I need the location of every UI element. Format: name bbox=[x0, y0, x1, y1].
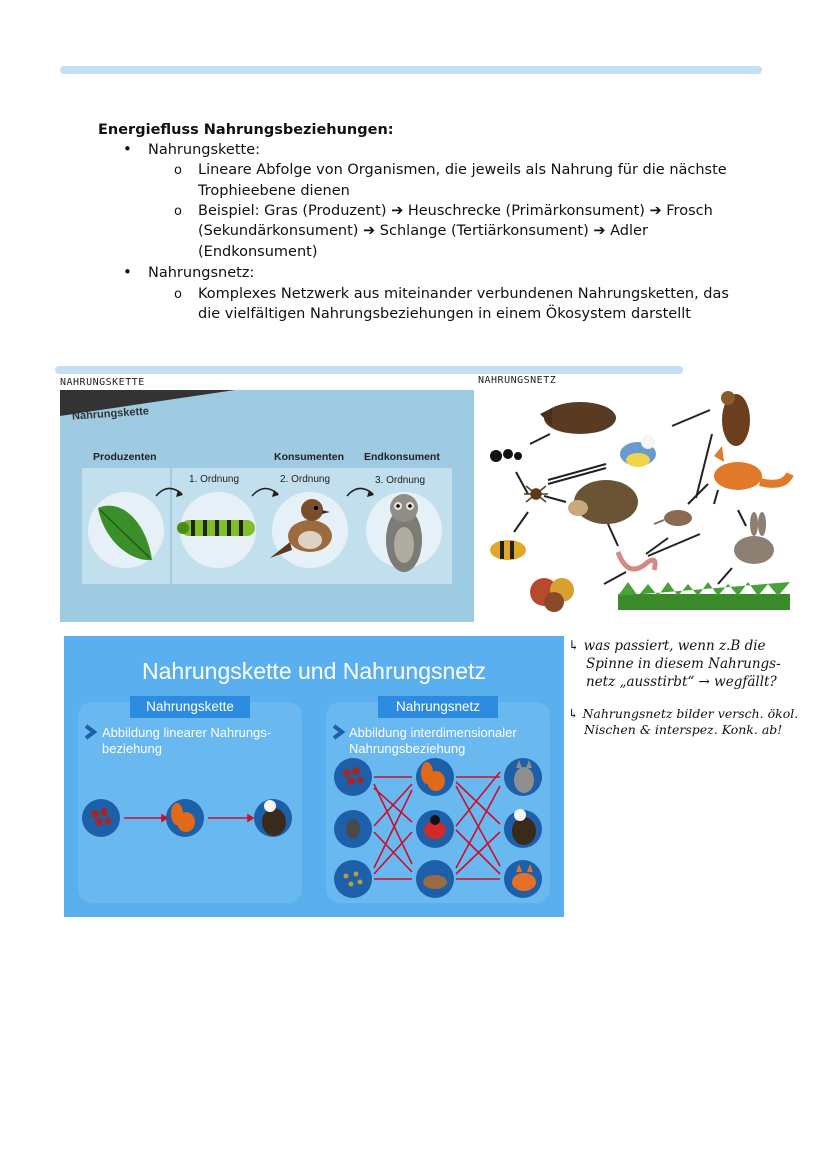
bullfinch-icon bbox=[424, 815, 446, 839]
caterpillar-icon bbox=[177, 520, 255, 536]
mouse-icon bbox=[423, 875, 447, 889]
spider-icon bbox=[524, 486, 548, 502]
food-web-hand-title: NAHRUNGSNETZ bbox=[478, 375, 557, 386]
food-chain-illustrations bbox=[60, 390, 474, 622]
owl-icon bbox=[386, 494, 422, 572]
food-chain-hand-title: NAHRUNGSKETTE bbox=[60, 377, 145, 388]
web-label: Nahrungsnetz: bbox=[148, 265, 255, 281]
right-card-label: Nahrungsnetz bbox=[378, 696, 498, 718]
left-card-desc-line2: beziehung bbox=[102, 741, 162, 756]
left-card-label: Nahrungskette bbox=[130, 696, 250, 718]
left-card-desc-line1: Abbildung linearer Nahrungs- bbox=[102, 725, 272, 740]
chain-example-line3: (Endkonsument) bbox=[198, 244, 318, 260]
web-def-line1: Komplexes Netzwerk aus miteinander verbundenen Nahrungsketten, das bbox=[198, 286, 729, 302]
col-end-consumer: Endkonsument bbox=[364, 451, 440, 463]
fox-icon bbox=[714, 446, 790, 490]
ant-icon bbox=[490, 449, 522, 462]
fox-icon bbox=[512, 864, 536, 891]
notes-heading: Energiefluss Nahrungsbeziehungen: bbox=[98, 122, 394, 138]
boar-icon bbox=[540, 402, 616, 434]
bullet-web: • bbox=[123, 263, 132, 281]
cat-icon bbox=[514, 760, 534, 793]
handnote-answer-line1: ↳ Nahrungsnetz bilder versch. ökol. bbox=[568, 706, 799, 721]
web-def-line2: die vielfältigen Nahrungsbeziehungen in einem Ökosystem darstellt bbox=[198, 306, 691, 322]
top-divider-bar bbox=[60, 66, 762, 74]
chain-def-line2: Trophieebene dienen bbox=[198, 183, 350, 199]
right-card-desc-line2: Nahrungsbeziehung bbox=[349, 741, 466, 756]
hedgehog-icon bbox=[568, 480, 638, 524]
leaves-icon bbox=[530, 578, 574, 612]
infographic-icons bbox=[64, 636, 564, 917]
bee-icon bbox=[490, 540, 526, 560]
mouse-icon bbox=[654, 510, 692, 526]
sub-bullet-web-def: o bbox=[174, 287, 182, 302]
grass-icon bbox=[618, 582, 790, 610]
food-chain-banner-text: Nahrungskette bbox=[71, 405, 150, 423]
col-consumers: Konsumenten bbox=[274, 451, 345, 463]
sparrow-icon bbox=[270, 499, 332, 558]
handnote-answer-line2: Nischen & interspez. Konk. ab! bbox=[584, 722, 783, 737]
order-3-label: 3. Ordnung bbox=[375, 475, 426, 486]
chain-example-line2: (Sekundärkonsument) ➔ Schlange (Tertiärkonsument) ➔ Adler bbox=[198, 223, 648, 239]
right-card-desc-line1: Abbildung interdimensionaler bbox=[349, 725, 517, 740]
berries-icon bbox=[91, 767, 364, 826]
seeds-icon bbox=[346, 819, 360, 839]
handnote-question-line2: Spinne in diesem Nahrungs- bbox=[586, 656, 781, 672]
chain-example-line1: Beispiel: Gras (Produzent) ➔ Heuschrecke (Primärkonsument) ➔ Frosch bbox=[198, 203, 713, 219]
eagle-icon bbox=[721, 391, 750, 446]
chain-label: Nahrungskette: bbox=[148, 142, 260, 158]
food-chain-vs-web-figure bbox=[64, 636, 564, 917]
blue-tit-icon bbox=[620, 435, 656, 467]
handnote-question-line1: ↳ was passiert, wenn z.B die bbox=[568, 638, 766, 654]
bullet-chain: • bbox=[123, 140, 132, 158]
food-web-figure bbox=[478, 384, 818, 624]
food-chain-figure bbox=[60, 390, 474, 622]
leaf-icon bbox=[98, 506, 152, 561]
sub-bullet-chain-def: o bbox=[174, 163, 182, 178]
order-1-label: 1. Ordnung bbox=[189, 474, 240, 485]
middle-divider-bar bbox=[55, 366, 683, 374]
squirrel-icon bbox=[171, 762, 445, 832]
grains-icon bbox=[344, 872, 363, 887]
chain-def-line1: Lineare Abfolge von Organismen, die jeweils als Nahrung für die nächste bbox=[198, 162, 727, 178]
infographic-title: Nahrungskette und Nahrungsnetz bbox=[142, 658, 486, 684]
order-2-label: 2. Ordnung bbox=[280, 474, 331, 485]
sub-bullet-chain-example: o bbox=[174, 204, 182, 219]
col-producers: Produzenten bbox=[93, 451, 157, 463]
rabbit-icon bbox=[734, 512, 774, 564]
handnote-question-line3: netz „ausstirbt“ → wegfällt? bbox=[586, 674, 777, 690]
